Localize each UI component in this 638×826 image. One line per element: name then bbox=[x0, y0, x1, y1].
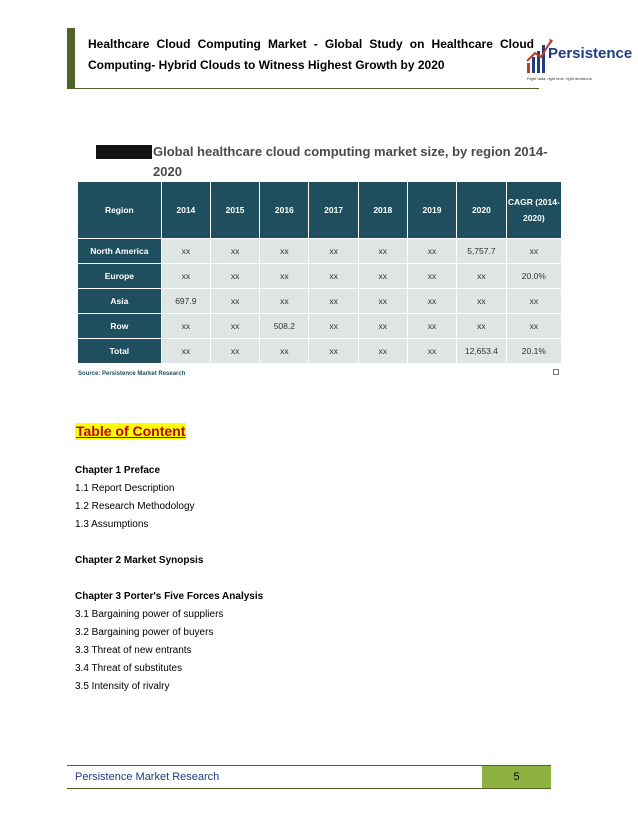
table-value-cell: xx bbox=[407, 239, 456, 264]
table-value-cell: xx bbox=[407, 339, 456, 364]
table-header-cell: 2016 bbox=[260, 182, 309, 239]
table-value-cell: xx bbox=[358, 314, 407, 339]
table-value-cell: xx bbox=[210, 264, 259, 289]
market-size-figure bbox=[77, 137, 562, 382]
table-header-cell: 2020 bbox=[457, 182, 507, 239]
table-value-cell: xx bbox=[161, 314, 210, 339]
table-header-row bbox=[78, 182, 562, 239]
table-value-cell: xx bbox=[161, 264, 210, 289]
table-value-cell: xx bbox=[457, 289, 507, 314]
table-region-cell: Europe bbox=[78, 264, 162, 289]
table-value-cell: xx bbox=[407, 264, 456, 289]
table-value-cell: xx bbox=[210, 339, 259, 364]
toc-chapter: Chapter 1 Preface bbox=[75, 465, 161, 476]
page-number: 5 bbox=[482, 766, 551, 788]
table-value-cell: 5,757.7 bbox=[457, 239, 507, 264]
resize-handle bbox=[553, 369, 559, 375]
table-header-cell: 2017 bbox=[309, 182, 358, 239]
table-header-cell: 2019 bbox=[407, 182, 456, 239]
table-value-cell: xx bbox=[407, 289, 456, 314]
table-value-cell: 508.2 bbox=[260, 314, 309, 339]
footer-divider bbox=[67, 765, 551, 766]
table-row bbox=[78, 339, 562, 364]
toc-list bbox=[75, 462, 475, 696]
table-value-cell: xx bbox=[161, 339, 210, 364]
table-value-cell: xx bbox=[358, 264, 407, 289]
table-value-cell: xx bbox=[210, 314, 259, 339]
toc-item: 3.1 Bargaining power of suppliers bbox=[75, 609, 224, 620]
table-region-cell: Asia bbox=[78, 289, 162, 314]
redacted-block bbox=[96, 145, 152, 159]
footer-base-line bbox=[67, 788, 551, 789]
toc-item: 1.3 Assumptions bbox=[75, 519, 149, 530]
table-body bbox=[78, 239, 562, 364]
table-value-cell: xx bbox=[506, 289, 561, 314]
toc-item: 3.3 Threat of new entrants bbox=[75, 645, 192, 656]
table-value-cell: 20.1% bbox=[506, 339, 561, 364]
table-value-cell: xx bbox=[506, 314, 561, 339]
table-header-cell: 2014 bbox=[161, 182, 210, 239]
table-header-cell: 2015 bbox=[210, 182, 259, 239]
table-value-cell: xx bbox=[210, 239, 259, 264]
table-value-cell: xx bbox=[407, 314, 456, 339]
table-value-cell: xx bbox=[309, 289, 358, 314]
header-accent-bar bbox=[67, 28, 75, 88]
table-value-cell: xx bbox=[309, 314, 358, 339]
table-region-cell: Total bbox=[78, 339, 162, 364]
logo-text: Persistence bbox=[548, 45, 633, 62]
table-header-cell: CAGR (2014-2020) bbox=[506, 182, 561, 239]
footer-company: Persistence Market Research bbox=[75, 771, 220, 783]
table-value-cell: 12,653.4 bbox=[457, 339, 507, 364]
toc-chapter: Chapter 2 Market Synopsis bbox=[75, 555, 204, 566]
table-value-cell: xx bbox=[210, 289, 259, 314]
toc-title: Table of Content bbox=[76, 423, 186, 439]
figure-source: Source: Persistence Market Research bbox=[78, 371, 186, 377]
table-row bbox=[78, 239, 562, 264]
table-row bbox=[78, 289, 562, 314]
table-value-cell: xx bbox=[260, 239, 309, 264]
table-region-cell: North America bbox=[78, 239, 162, 264]
table-value-cell: xx bbox=[309, 239, 358, 264]
table-value-cell: xx bbox=[309, 339, 358, 364]
figure-title-line-1: Global healthcare cloud computing market size, by region 2014-2020 bbox=[153, 144, 548, 179]
table-value-cell: xx bbox=[358, 289, 407, 314]
table-value-cell: xx bbox=[506, 239, 561, 264]
table-value-cell: xx bbox=[358, 339, 407, 364]
table-region-cell: Row bbox=[78, 314, 162, 339]
company-logo bbox=[525, 35, 633, 91]
table-row bbox=[78, 314, 562, 339]
header-divider bbox=[67, 88, 539, 89]
table-value-cell: xx bbox=[161, 239, 210, 264]
table-value-cell: xx bbox=[457, 264, 507, 289]
toc-item: 3.4 Threat of substitutes bbox=[75, 663, 183, 674]
table-row bbox=[78, 264, 562, 289]
table-value-cell: xx bbox=[309, 264, 358, 289]
table-value-cell: xx bbox=[260, 264, 309, 289]
toc-item: 1.1 Report Description bbox=[75, 483, 175, 494]
table-value-cell: xx bbox=[358, 239, 407, 264]
table-value-cell: xx bbox=[457, 314, 507, 339]
market-size-table bbox=[77, 181, 562, 364]
page-title: Healthcare Cloud Computing Market - Global Study on Healthcare Cloud Computing- Hybrid Clouds to Witness Highest Growth by 2020 bbox=[88, 37, 534, 72]
toc-item: 3.2 Bargaining power of buyers bbox=[75, 627, 214, 638]
toc-item: 3.5 Intensity of rivalry bbox=[75, 681, 170, 692]
table-header-cell: Region bbox=[78, 182, 162, 239]
toc-item: 1.2 Research Methodology bbox=[75, 501, 195, 512]
table-value-cell: 20.0% bbox=[506, 264, 561, 289]
table-value-cell: xx bbox=[260, 289, 309, 314]
toc-chapter: Chapter 3 Porter's Five Forces Analysis bbox=[75, 591, 264, 602]
table-value-cell: xx bbox=[260, 339, 309, 364]
table-header-cell: 2018 bbox=[358, 182, 407, 239]
logo-tagline: Right data, right time, right decisions bbox=[527, 76, 592, 81]
table-value-cell: 697.9 bbox=[161, 289, 210, 314]
